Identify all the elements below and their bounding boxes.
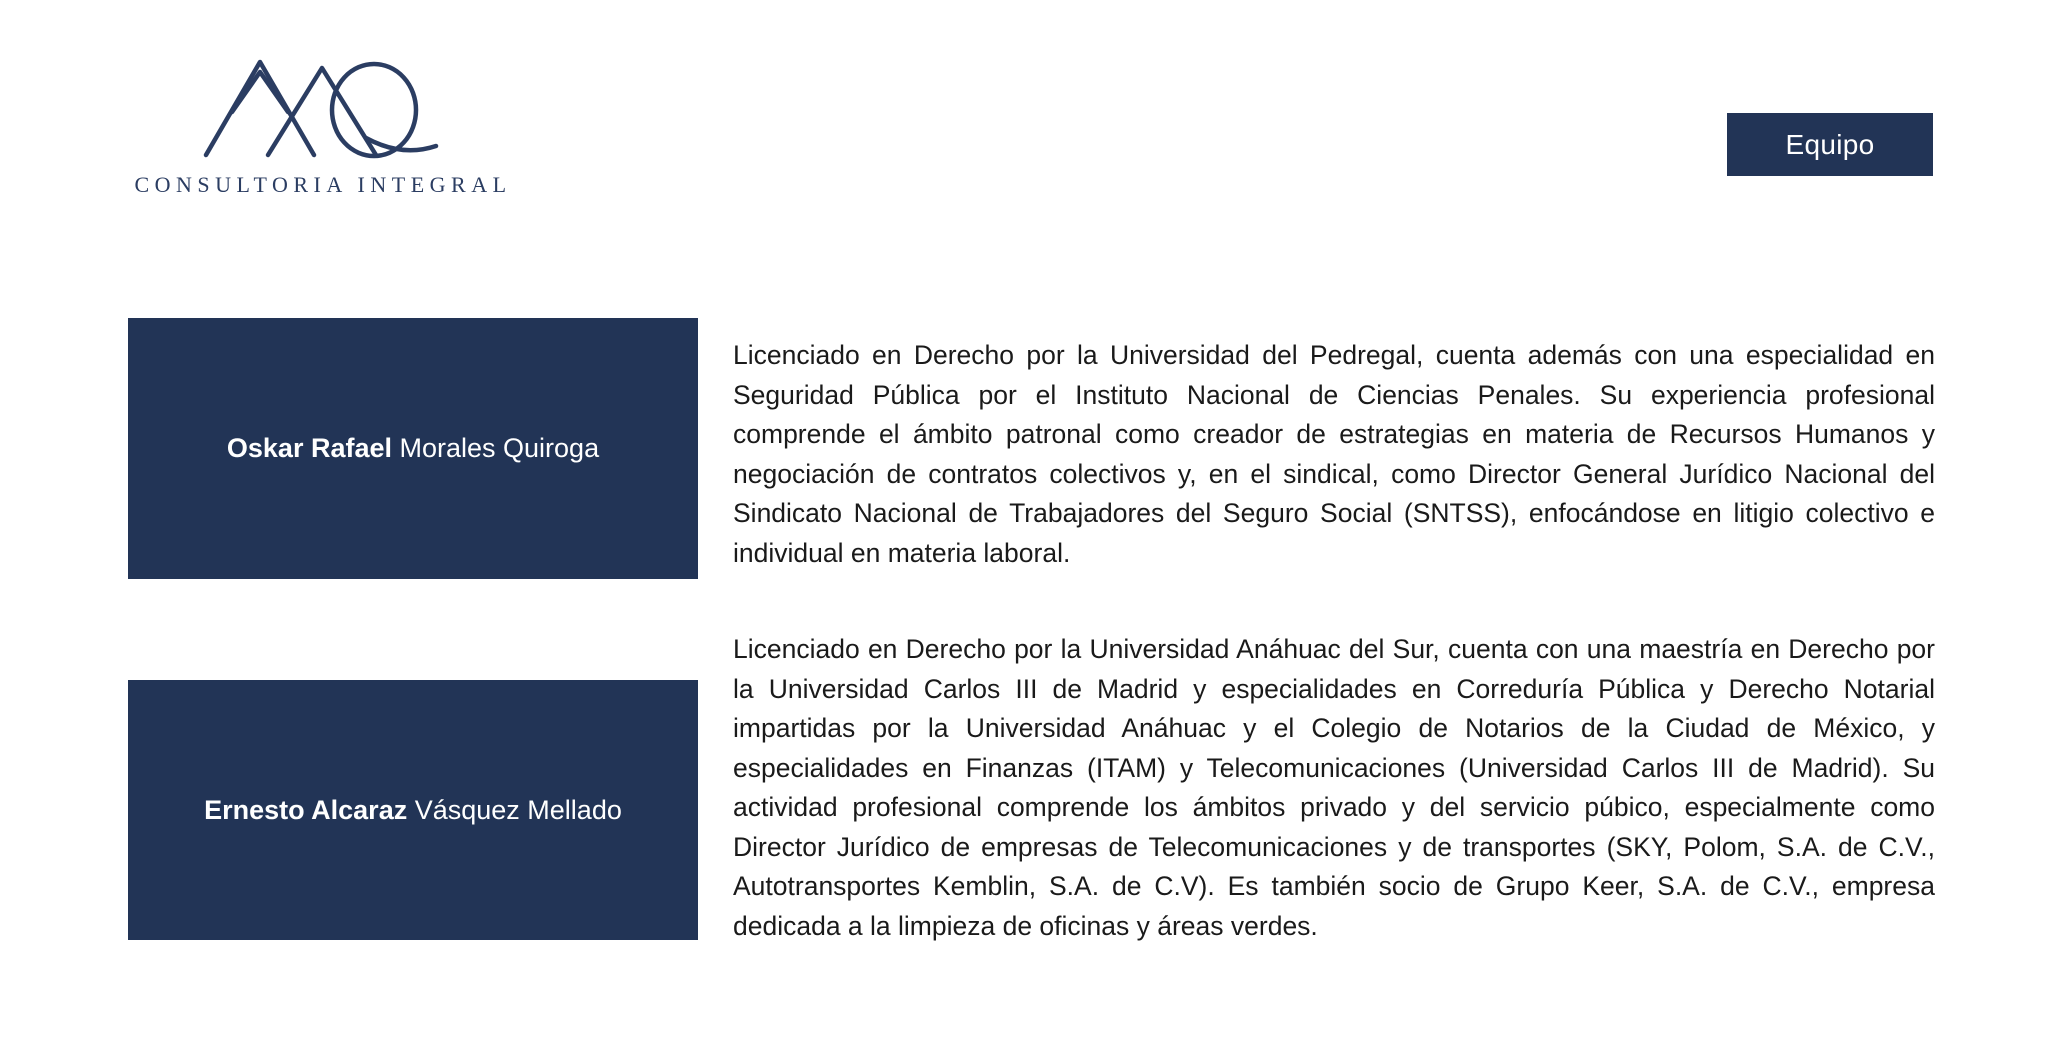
mq-monogram-icon bbox=[198, 50, 448, 160]
profile-name-first: Oskar Rafael bbox=[226, 433, 392, 463]
tab-equipo[interactable]: Equipo bbox=[1727, 113, 1933, 176]
profile-name-first: Ernesto Alcaraz bbox=[204, 794, 408, 825]
profile-name-card bbox=[128, 680, 698, 940]
profile-name-card bbox=[128, 318, 698, 579]
profile-bio bbox=[733, 336, 1935, 573]
logo-caption: CONSULTORIA INTEGRAL bbox=[134, 172, 512, 197]
page-header bbox=[0, 0, 2048, 240]
profile-bio bbox=[733, 630, 1935, 946]
profile-bio-text: Licenciado en Derecho por la Universidad Anáhuac del Sur, cuenta con una maestría en Derecho por la Universidad Carlos III de Madrid y especialidades en Correduría Pública y Derecho Notarial impartidas por la Universidad Anáhuac y el Colegio de Notarios de la Ciudad de México, y especialidades en Finanzas (ITAM) y Telecomunicaciones (Universidad Carlos III de Madrid). Su actividad profesional comprende los ámbitos privado y del servicio púbico, especialmente como Director Jurídico de empresas de Telecomunicaciones y de transportes (SKY, Polom, S.A. de C.V., Autotransportes Kemblin, S.A. de C.V). Es también socio de Grupo Keer, S.A. de C.V., empresa dedicada a la limpieza de oficinas y áreas verdes. bbox=[733, 634, 1935, 941]
profile-name-last: Morales Quiroga bbox=[392, 433, 600, 463]
brand-logo bbox=[128, 50, 518, 215]
profile-name-last: Vásquez Mellado bbox=[407, 794, 622, 825]
profile-bio-text: Licenciado en Derecho por la Universidad del Pedregal, cuenta además con una especialidad en Seguridad Pública por el Instituto Nacional de Ciencias Penales. Su experiencia profesional comprende el ámbito patronal como creador de estrategias en materia de Recursos Humanos y negociación de contratos colectivos y, en el sindical, como Director General Jurídico Nacional del Sindicato Nacional de Trabajadores del Seguro Social (SNTSS), enfocándose en litigio colectivo e individual en materia laboral. bbox=[733, 340, 1935, 568]
